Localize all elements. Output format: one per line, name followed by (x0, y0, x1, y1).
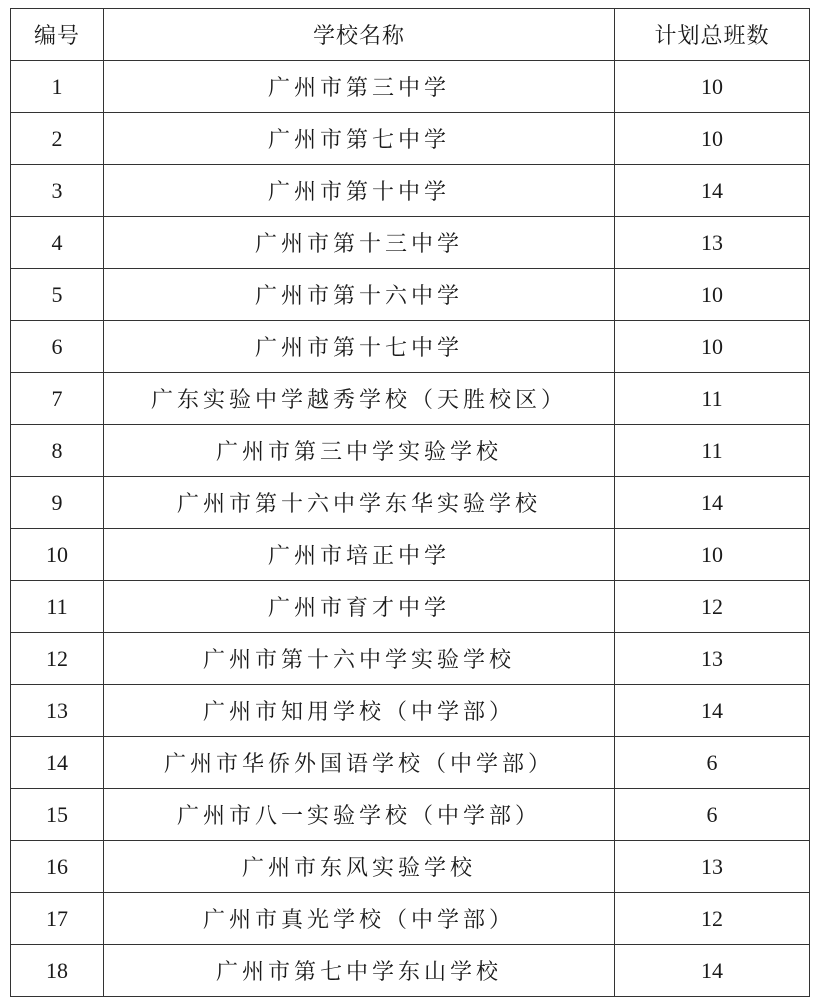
school-name-cell: 广州市育才中学 (104, 581, 615, 633)
table-header-row (11, 9, 810, 61)
table-row (11, 425, 810, 477)
row-number-cell: 7 (11, 373, 104, 425)
table-row (11, 841, 810, 893)
table-row (11, 61, 810, 113)
school-name-cell: 广州市第三中学实验学校 (104, 425, 615, 477)
table-row (11, 269, 810, 321)
school-name-cell: 广州市第十七中学 (104, 321, 615, 373)
row-number-cell: 10 (11, 529, 104, 581)
school-name-cell: 广州市第十中学 (104, 165, 615, 217)
row-number-cell: 2 (11, 113, 104, 165)
school-name-cell: 广州市第十六中学实验学校 (104, 633, 615, 685)
school-name-cell: 广东实验中学越秀学校（天胜校区） (104, 373, 615, 425)
row-number-cell: 3 (11, 165, 104, 217)
planned-classes-cell: 13 (615, 841, 810, 893)
row-number-cell: 13 (11, 685, 104, 737)
row-number-cell: 16 (11, 841, 104, 893)
row-number-cell: 12 (11, 633, 104, 685)
table-row (11, 581, 810, 633)
table-row (11, 633, 810, 685)
planned-classes-cell: 12 (615, 581, 810, 633)
header-school-name: 学校名称 (104, 9, 615, 61)
row-number-cell: 4 (11, 217, 104, 269)
school-name-cell: 广州市第十六中学 (104, 269, 615, 321)
planned-classes-cell: 6 (615, 789, 810, 841)
header-planned-classes: 计划总班数 (615, 9, 810, 61)
planned-classes-cell: 6 (615, 737, 810, 789)
school-name-cell: 广州市真光学校（中学部） (104, 893, 615, 945)
row-number-cell: 1 (11, 61, 104, 113)
school-name-cell: 广州市第七中学东山学校 (104, 945, 615, 997)
planned-classes-cell: 13 (615, 633, 810, 685)
planned-classes-cell: 12 (615, 893, 810, 945)
planned-classes-cell: 10 (615, 113, 810, 165)
table-row (11, 737, 810, 789)
school-name-cell: 广州市第七中学 (104, 113, 615, 165)
table-row (11, 165, 810, 217)
school-name-cell: 广州市华侨外国语学校（中学部） (104, 737, 615, 789)
row-number-cell: 6 (11, 321, 104, 373)
planned-classes-cell: 10 (615, 321, 810, 373)
row-number-cell: 15 (11, 789, 104, 841)
row-number-cell: 9 (11, 477, 104, 529)
table-row (11, 685, 810, 737)
table-row (11, 789, 810, 841)
planned-classes-cell: 14 (615, 945, 810, 997)
planned-classes-cell: 13 (615, 217, 810, 269)
school-name-cell: 广州市第三中学 (104, 61, 615, 113)
row-number-cell: 14 (11, 737, 104, 789)
planned-classes-cell: 14 (615, 165, 810, 217)
planned-classes-cell: 11 (615, 425, 810, 477)
planned-classes-cell: 10 (615, 269, 810, 321)
row-number-cell: 5 (11, 269, 104, 321)
table-row (11, 893, 810, 945)
table-row (11, 217, 810, 269)
table-row (11, 373, 810, 425)
school-name-cell: 广州市知用学校（中学部） (104, 685, 615, 737)
header-number: 编号 (11, 9, 104, 61)
school-name-cell: 广州市东风实验学校 (104, 841, 615, 893)
row-number-cell: 18 (11, 945, 104, 997)
planned-classes-cell: 10 (615, 61, 810, 113)
school-name-cell: 广州市第十三中学 (104, 217, 615, 269)
planned-classes-cell: 10 (615, 529, 810, 581)
row-number-cell: 17 (11, 893, 104, 945)
school-class-plan-table (10, 8, 810, 997)
planned-classes-cell: 14 (615, 477, 810, 529)
row-number-cell: 8 (11, 425, 104, 477)
school-name-cell: 广州市八一实验学校（中学部） (104, 789, 615, 841)
row-number-cell: 11 (11, 581, 104, 633)
table-row (11, 945, 810, 997)
table-row (11, 321, 810, 373)
planned-classes-cell: 14 (615, 685, 810, 737)
planned-classes-cell: 11 (615, 373, 810, 425)
table-row (11, 477, 810, 529)
school-name-cell: 广州市培正中学 (104, 529, 615, 581)
table-row (11, 529, 810, 581)
school-name-cell: 广州市第十六中学东华实验学校 (104, 477, 615, 529)
table-row (11, 113, 810, 165)
